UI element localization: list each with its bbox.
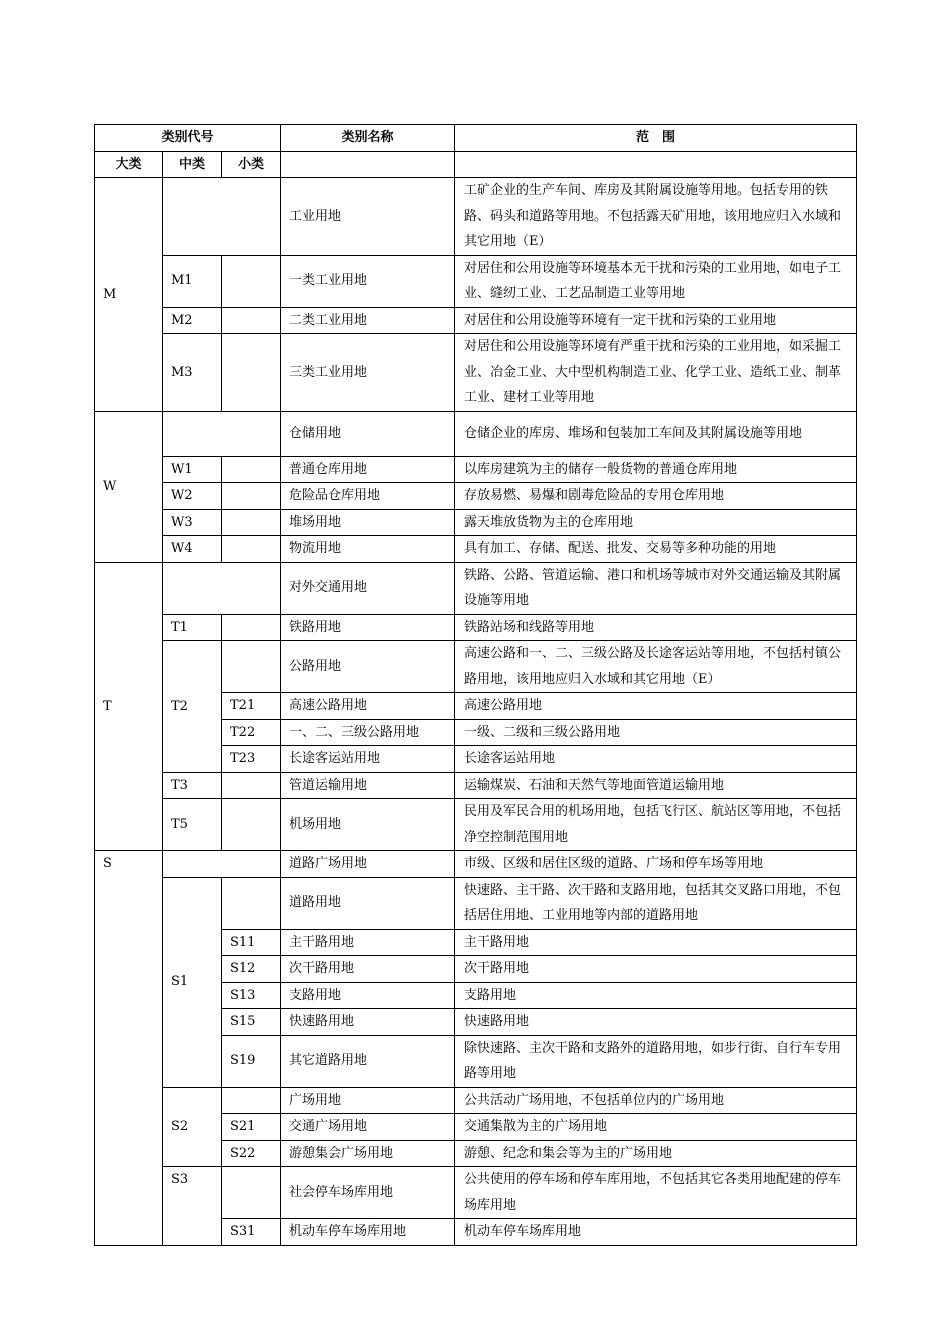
minor-code-cell: [222, 799, 281, 851]
range-cell: 露天堆放货物为主的仓库用地: [455, 509, 857, 536]
header-minor: 小类: [222, 151, 281, 178]
range-cell: 机动车停车场库用地: [455, 1219, 857, 1246]
minor-code-cell: [222, 877, 281, 929]
minor-code-cell: [222, 1087, 281, 1114]
code-empty-cell: [163, 178, 281, 256]
medium-code-cell: S3: [163, 1167, 222, 1246]
code-empty-cell: [163, 562, 281, 614]
minor-code-cell: [222, 536, 281, 563]
category-name-cell: 三类工业用地: [281, 334, 455, 412]
minor-code-cell: [222, 1167, 281, 1219]
minor-code-cell: T23: [222, 746, 281, 773]
range-cell: 公共活动广场用地，不包括单位内的广场用地: [455, 1087, 857, 1114]
category-name-cell: 铁路用地: [281, 614, 455, 641]
table-row: [95, 851, 857, 878]
major-code-cell: W: [95, 411, 163, 562]
header-empty-cell: [455, 151, 857, 178]
code-empty-cell: [163, 851, 281, 878]
category-name-cell: 主干路用地: [281, 929, 455, 956]
range-cell: 运输煤炭、石油和天然气等地面管道运输用地: [455, 772, 857, 799]
table-row: [95, 1167, 857, 1219]
minor-code-cell: S15: [222, 1009, 281, 1036]
table-row: [95, 509, 857, 536]
minor-code-cell: S22: [222, 1140, 281, 1167]
medium-code-cell: M2: [163, 307, 222, 334]
range-cell: 一级、二级和三级公路用地: [455, 719, 857, 746]
category-name-cell: 广场用地: [281, 1087, 455, 1114]
medium-code-cell: T3: [163, 772, 222, 799]
medium-code-cell: S1: [163, 877, 222, 1087]
category-name-cell: 堆场用地: [281, 509, 455, 536]
medium-code-cell: M3: [163, 334, 222, 412]
minor-code-cell: [222, 614, 281, 641]
minor-code-cell: [222, 456, 281, 483]
category-name-cell: 危险品仓库用地: [281, 483, 455, 510]
range-cell: 次干路用地: [455, 956, 857, 983]
category-name-cell: 管道运输用地: [281, 772, 455, 799]
table-row: [95, 178, 857, 256]
medium-code-cell: W4: [163, 536, 222, 563]
minor-code-cell: T21: [222, 693, 281, 720]
header-name: 类别名称: [281, 125, 455, 152]
minor-code-cell: [222, 641, 281, 693]
category-name-cell: 物流用地: [281, 536, 455, 563]
table-row: [95, 877, 857, 929]
range-cell: 高速公路用地: [455, 693, 857, 720]
range-cell: 高速公路和一、二、三级公路及长途客运站等用地，不包括村镇公路用地，该用地应归入水域和其它用地（E）: [455, 641, 857, 693]
table-row: [95, 483, 857, 510]
range-cell: 以库房建筑为主的储存一般货物的普通仓库用地: [455, 456, 857, 483]
minor-code-cell: S19: [222, 1035, 281, 1087]
medium-code-cell: M1: [163, 255, 222, 307]
table-row: [95, 772, 857, 799]
category-name-cell: 交通广场用地: [281, 1114, 455, 1141]
major-code-cell: T: [95, 562, 163, 851]
range-cell: 公共使用的停车场和停车库用地，不包括其它各类用地配建的停车场库用地: [455, 1167, 857, 1219]
category-name-cell: 高速公路用地: [281, 693, 455, 720]
category-name-cell: 工业用地: [281, 178, 455, 256]
range-cell: 民用及军民合用的机场用地，包括飞行区、航站区等用地，不包括净空控制范围用地: [455, 799, 857, 851]
table-row: [95, 1087, 857, 1114]
table-row: [95, 255, 857, 307]
table-row: [95, 536, 857, 563]
minor-code-cell: [222, 334, 281, 412]
header-row-1: [95, 125, 857, 152]
range-cell: 快速路、主干路、次干路和支路用地，包括其交叉路口用地，不包括居住用地、工业用地等内部的道路用地: [455, 877, 857, 929]
header-range: 范 围: [455, 125, 857, 152]
range-cell: 具有加工、存储、配送、批发、交易等多种功能的用地: [455, 536, 857, 563]
minor-code-cell: [222, 255, 281, 307]
range-cell: 工矿企业的生产车间、库房及其附属设施等用地。包括专用的铁路、码头和道路等用地。不包括露天矿用地，该用地应归入水域和其它用地（E）: [455, 178, 857, 256]
table-row: [95, 334, 857, 412]
major-code-cell: S: [95, 851, 163, 1246]
category-name-cell: 一类工业用地: [281, 255, 455, 307]
category-name-cell: 公路用地: [281, 641, 455, 693]
minor-code-cell: S11: [222, 929, 281, 956]
medium-code-cell: W1: [163, 456, 222, 483]
table-row: [95, 799, 857, 851]
category-name-cell: 对外交通用地: [281, 562, 455, 614]
table-row: [95, 562, 857, 614]
category-name-cell: 游憩集会广场用地: [281, 1140, 455, 1167]
table-row: [95, 614, 857, 641]
medium-code-cell: T5: [163, 799, 222, 851]
range-cell: 支路用地: [455, 982, 857, 1009]
land-use-classification-table: [94, 124, 857, 1246]
minor-code-cell: [222, 772, 281, 799]
range-cell: 交通集散为主的广场用地: [455, 1114, 857, 1141]
range-cell: 铁路、公路、管道运输、港口和机场等城市对外交通运输及其附属设施等用地: [455, 562, 857, 614]
category-name-cell: 二类工业用地: [281, 307, 455, 334]
category-name-cell: 一、二、三级公路用地: [281, 719, 455, 746]
header-row-2: [95, 151, 857, 178]
category-name-cell: 其它道路用地: [281, 1035, 455, 1087]
category-name-cell: 道路广场用地: [281, 851, 455, 878]
code-empty-cell: [163, 411, 281, 456]
range-cell: 除快速路、主次干路和支路外的道路用地，如步行街、自行车专用路等用地: [455, 1035, 857, 1087]
medium-code-cell: T1: [163, 614, 222, 641]
medium-code-cell: S2: [163, 1087, 222, 1167]
range-cell: 长途客运站用地: [455, 746, 857, 773]
category-name-cell: 普通仓库用地: [281, 456, 455, 483]
range-cell: 存放易燃、易爆和剧毒危险品的专用仓库用地: [455, 483, 857, 510]
category-name-cell: 长途客运站用地: [281, 746, 455, 773]
range-cell: 对居住和公用设施等环境有一定干扰和污染的工业用地: [455, 307, 857, 334]
category-name-cell: 道路用地: [281, 877, 455, 929]
table-row: [95, 456, 857, 483]
range-cell: 对居住和公用设施等环境有严重干扰和污染的工业用地，如采掘工业、冶金工业、大中型机构制造工业、化学工业、造纸工业、制革工业、建材工业等用地: [455, 334, 857, 412]
header-medium: 中类: [163, 151, 222, 178]
minor-code-cell: S31: [222, 1219, 281, 1246]
header-empty-cell: [281, 151, 455, 178]
category-name-cell: 快速路用地: [281, 1009, 455, 1036]
medium-code-cell: W3: [163, 509, 222, 536]
category-name-cell: 机场用地: [281, 799, 455, 851]
header-major: 大类: [95, 151, 163, 178]
range-cell: 主干路用地: [455, 929, 857, 956]
major-code-cell: M: [95, 178, 163, 412]
minor-code-cell: [222, 483, 281, 510]
header-code: 类别代号: [95, 125, 281, 152]
table-row: [95, 307, 857, 334]
minor-code-cell: [222, 509, 281, 536]
range-cell: 市级、区级和居住区级的道路、广场和停车场等用地: [455, 851, 857, 878]
range-cell: 对居住和公用设施等环境基本无干扰和污染的工业用地，如电子工业、缝纫工业、工艺品制造工业等用地: [455, 255, 857, 307]
medium-code-cell: T2: [163, 641, 222, 773]
minor-code-cell: T22: [222, 719, 281, 746]
minor-code-cell: [222, 307, 281, 334]
range-cell: 仓储企业的库房、堆场和包装加工车间及其附属设施等用地: [455, 411, 857, 456]
minor-code-cell: S21: [222, 1114, 281, 1141]
range-cell: 快速路用地: [455, 1009, 857, 1036]
minor-code-cell: S13: [222, 982, 281, 1009]
range-cell: 游憩、纪念和集会等为主的广场用地: [455, 1140, 857, 1167]
category-name-cell: 社会停车场库用地: [281, 1167, 455, 1219]
minor-code-cell: S12: [222, 956, 281, 983]
category-name-cell: 仓储用地: [281, 411, 455, 456]
range-cell: 铁路站场和线路等用地: [455, 614, 857, 641]
category-name-cell: 次干路用地: [281, 956, 455, 983]
category-name-cell: 支路用地: [281, 982, 455, 1009]
table-row: [95, 411, 857, 456]
category-name-cell: 机动车停车场库用地: [281, 1219, 455, 1246]
medium-code-cell: W2: [163, 483, 222, 510]
table-row: [95, 641, 857, 693]
